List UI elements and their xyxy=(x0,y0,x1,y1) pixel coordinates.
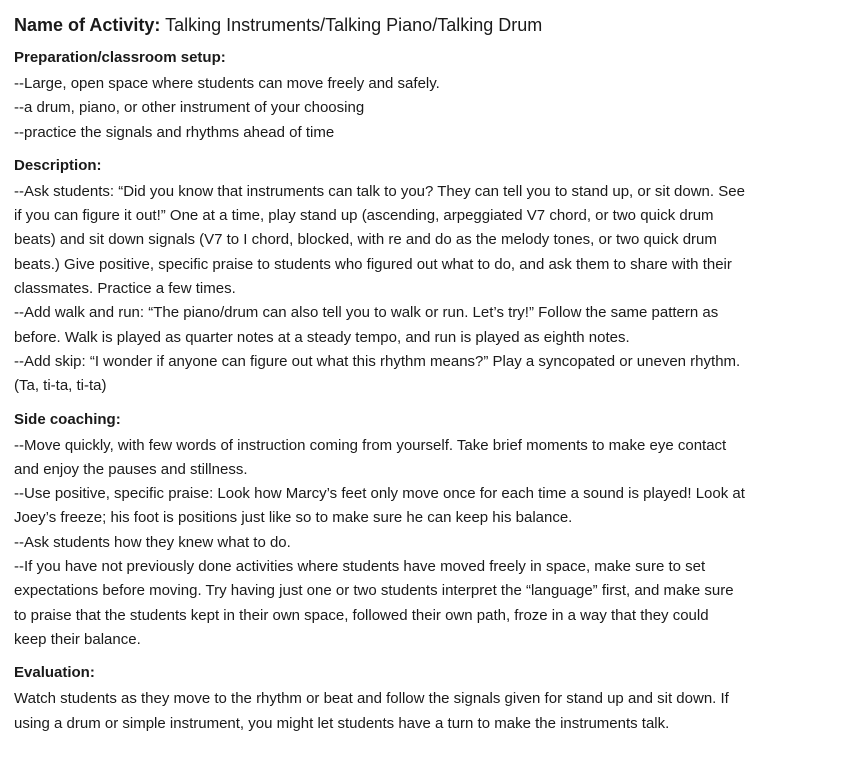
text-line: Joey’s freeze; his foot is positions just like so to make sure he can keep his balance. xyxy=(14,509,573,527)
text-line: --Add walk and run: “The piano/drum can also tell you to walk or run. Let’s try!” Follow the same pattern as xyxy=(14,304,719,322)
text-line: --Large, open space where students can move freely and safely. xyxy=(14,75,440,92)
text-line: --a drum, piano, or other instrument of your choosing xyxy=(14,99,365,117)
text-line: before. Walk is played as quarter notes at a steady tempo, and run is played as eighth notes. xyxy=(14,328,630,346)
text-line: beats) and sit down signals (V7 to I chord, blocked, with re and do as the melody tones, or two quick drum xyxy=(14,231,717,249)
preparation-section xyxy=(14,48,844,145)
text-line: --Ask students: “Did you know that instruments can talk to you? They can tell you to stand up, or sit down. See xyxy=(14,182,745,200)
text-line: expectations before moving. Try having just one or two students interpret the “language” first, and make sure xyxy=(14,582,734,600)
description-section xyxy=(14,156,844,399)
text-line: beats.) Give positive, specific praise to students who figured out what to do, and ask them to share with their xyxy=(14,255,732,273)
text-line: --Add skip: “I wonder if anyone can figure out what this rhythm means?” Play a syncopated or uneven rhythm. xyxy=(14,352,741,370)
section-heading: Evaluation: xyxy=(14,664,95,682)
text-line: classmates. Practice a few times. xyxy=(14,280,236,298)
text-line: --If you have not previously done activities where students have moved freely in space, make sure to set xyxy=(14,558,706,576)
activity-title xyxy=(14,12,844,38)
activity-title-value: Talking Instruments/Talking Piano/Talking Drum xyxy=(165,15,543,35)
text-line: --practice the signals and rhythms ahead of time xyxy=(14,123,335,141)
side-coaching-section xyxy=(14,410,844,653)
section-heading: Side coaching: xyxy=(14,410,121,428)
section-heading: Description: xyxy=(14,156,102,174)
document-page xyxy=(14,12,844,747)
text-line: keep their balance. xyxy=(14,630,141,648)
activity-title-label: Name of Activity: xyxy=(14,15,161,35)
text-line: if you can figure it out!” One at a time, play stand up (ascending, arpeggiated V7 chord, or two quick drum xyxy=(14,207,714,225)
text-line: to praise that the students kept in their own space, followed their own path, froze in a way that they could xyxy=(14,606,709,624)
text-line: --Use positive, specific praise: Look how Marcy’s feet only move once for each time a sound is played! Look at xyxy=(14,485,745,503)
text-line: --Move quickly, with few words of instruction coming from yourself. Take brief moments to make eye contact xyxy=(14,436,727,454)
evaluation-section xyxy=(14,663,844,736)
text-line: Watch students as they move to the rhythm or beat and follow the signals given for stand up and sit down. If xyxy=(14,690,729,708)
section-heading: Preparation/classroom setup: xyxy=(14,49,226,66)
text-line: and enjoy the pauses and stillness. xyxy=(14,460,248,478)
text-line: --Ask students how they knew what to do. xyxy=(14,533,291,551)
text-line: using a drum or simple instrument, you might let students have a turn to make the instruments talk. xyxy=(14,714,670,732)
text-line: (Ta, ti-ta, ti-ta) xyxy=(14,377,107,395)
